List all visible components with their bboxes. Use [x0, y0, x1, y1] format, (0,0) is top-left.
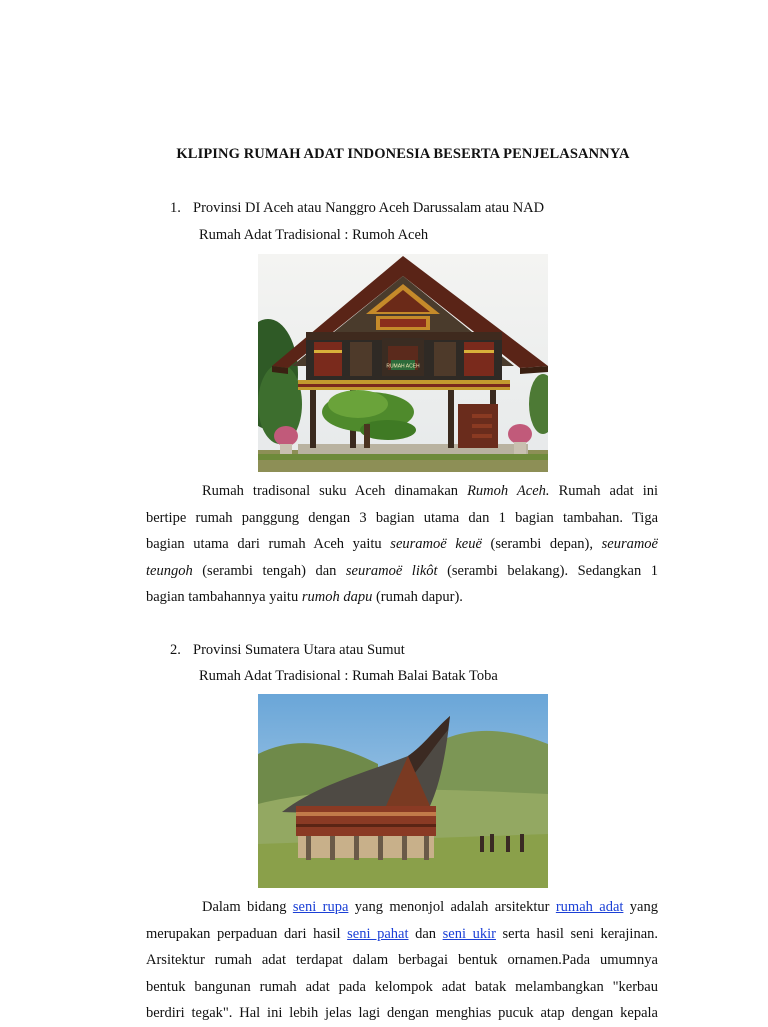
batak-toba-house-photo	[258, 694, 548, 888]
list-item-2-heading	[170, 642, 405, 659]
link-seni-ukir[interactable]: seni ukir	[442, 925, 496, 942]
province-name: Provinsi Sumatera Utara atau Sumut	[193, 642, 405, 658]
link-rumah-adat[interactable]: rumah adat	[555, 899, 624, 915]
link-seni-rupa[interactable]: seni rupa	[292, 899, 349, 915]
province-name: Provinsi DI Aceh atau Nanggro Aceh Darussalam atau NAD	[193, 200, 545, 216]
paragraph-rumoh-aceh: Rumah tradisonal suku Aceh dinamakan Rumoh Aceh. Rumah adat ini bertipe rumah panggung dengan 3 bagian utama dan 1 bagian tambahan. Tiga bagian utama dari rumah Aceh yaitu seuramoë keuë (serambi depan), seuramoë teungoh (serambi tengah) dan seuramoë likôt (serambi belakang). Sedangkan 1 bagian tambahannya yaitu rumoh dapu (rumah dapur).	[146, 483, 659, 605]
rumoh-aceh-photo	[258, 254, 548, 472]
house-label: Rumah Adat Tradisional : Rumah Balai Batak Toba	[199, 668, 498, 684]
paragraph-batak-toba: Dalam bidang seni rupa yang menonjol adalah arsitektur rumah adat yang merupakan perpaduan dari hasil seni pahat dan seni ukir serta hasil seni kerajinan. Arsitektur rumah adat terdapat dalam berbagai bentuk ornamen.Pada umumnya bentuk bangunan rumah adat pada kelompok adat batak melambangkan "kerbau berdiri tegak". Hal ini lebih jelas lagi dengan menghias pucuk atap dengan kepala	[146, 899, 659, 1021]
link-seni-pahat[interactable]: seni pahat	[347, 925, 409, 942]
list-number: 1.	[170, 200, 181, 216]
list-number: 2.	[170, 642, 181, 658]
rumoh-aceh-illustration	[258, 254, 548, 472]
house-label: Rumah Adat Tradisional : Rumoh Aceh	[199, 227, 429, 243]
list-item-1-heading	[170, 200, 544, 217]
rumoh-aceh-sign: RUMAH ACEH	[386, 363, 420, 370]
page-title: KLIPING RUMAH ADAT INDONESIA BESERTA PENJELASANNYA	[176, 146, 630, 162]
